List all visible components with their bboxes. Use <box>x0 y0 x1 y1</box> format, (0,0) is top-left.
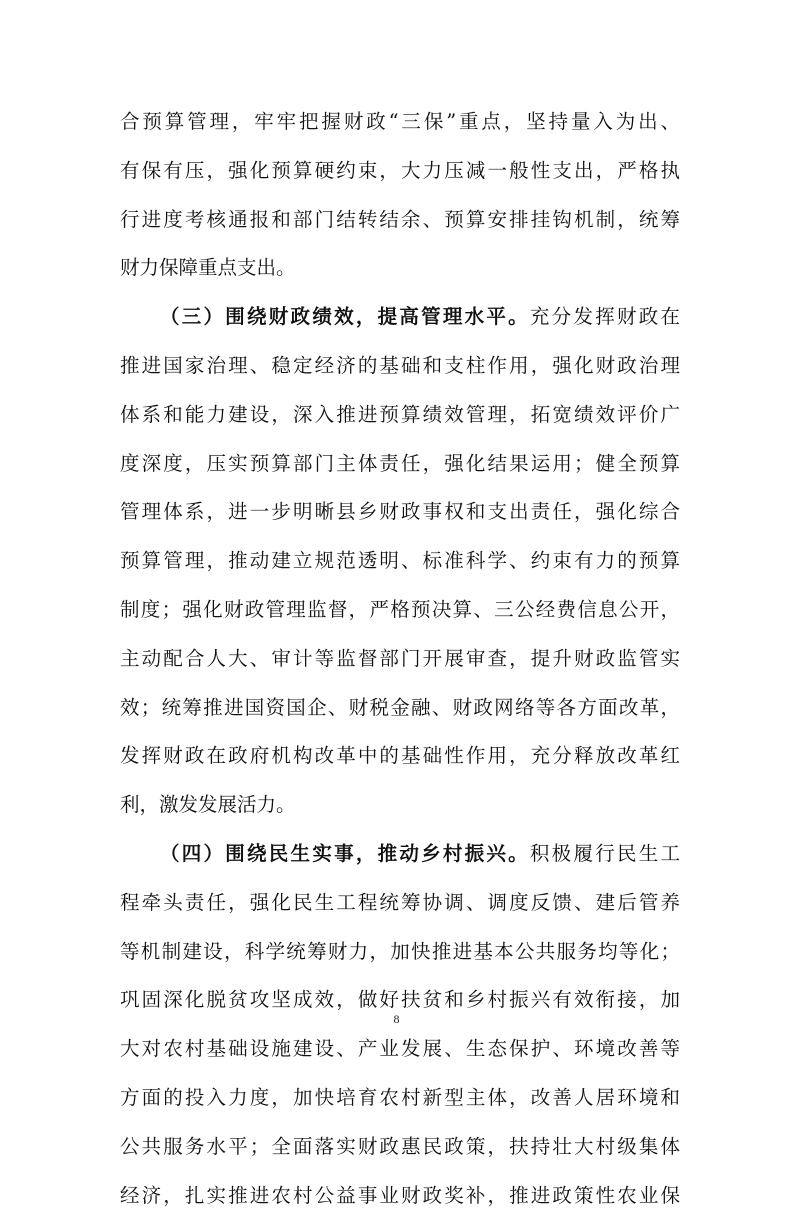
paragraph-a-line-4: 财力保障重点支出。 <box>120 256 296 280</box>
section-3-line-3: 度深度，压实预算部门主体责任，强化结果运用；健全预算 <box>120 451 680 475</box>
section-4-line-2: 等机制建设，科学统筹财力，加快推进基本公共服务均等化； <box>120 939 680 963</box>
section-3-first-line-text: 充分发挥财政在 <box>529 305 680 329</box>
section-4-line-3: 巩固深化脱贫攻坚成效，做好扶贫和乡村振兴有效衔接，加 <box>120 988 680 1012</box>
section-4-first-line <box>120 830 680 879</box>
section-3-line-9: 发挥财政在政府机构改革中的基础性作用，充分释放改革红 <box>120 744 680 768</box>
section-3-line-1: 推进国家治理、稳定经济的基础和支柱作用，强化财政治理 <box>120 353 680 377</box>
section-4-line-1: 程牵头责任，强化民生工程统筹协调、调度反馈、建后管养 <box>120 890 680 914</box>
section-3-line-4: 管理体系，进一步明晰县乡财政事权和支出责任，强化综合 <box>120 500 680 524</box>
section-4-line-4: 大对农村基础设施建设、产业发展、生态保护、环境改善等 <box>120 1037 680 1061</box>
section-3-line-6: 制度；强化财政管理监督，严格预决算、三公经费信息公开， <box>120 597 680 621</box>
section-3-line-7: 主动配合人大、审计等监督部门开展审查，提升财政监管实 <box>120 646 680 670</box>
section-3-first-line <box>120 293 680 342</box>
section-4-first-line-text: 积极履行民生工 <box>529 841 680 865</box>
paragraph-a-line-2: 有保有压，强化预算硬约束，大力压减一般性支出，严格执 <box>120 158 680 182</box>
section-3-line-10: 利，激发发展活力。 <box>120 793 296 817</box>
section-3-line-5: 预算管理，推动建立规范透明、标准科学、约束有力的预算 <box>120 549 680 573</box>
section-3-line-8: 效；统筹推进国资国企、财税金融、财政网络等各方面改革， <box>120 695 680 719</box>
section-4-line-5: 方面的投入力度，加快培育农村新型主体，改善人居环境和 <box>120 1085 680 1109</box>
section-3-line-2: 体系和能力建设，深入推进预算绩效管理，拓宽绩效评价广 <box>120 402 680 426</box>
section-4-line-6: 公共服务水平；全面落实财政惠民政策，扶持壮大村级集体 <box>120 1134 680 1158</box>
section-4-line-7: 经济，扎实推进农村公益事业财政奖补，推进政策性农业保 <box>120 1183 680 1207</box>
paragraph-a-line-1: 合预算管理，牢牢把握财政“三保”重点，坚持量入为出、 <box>120 110 680 133</box>
paragraph-a-line-3: 行进度考核通报和部门结转结余、预算安排挂钩机制，统筹 <box>120 207 680 231</box>
page-number: 8 <box>393 1012 400 1026</box>
section-4-heading: （四）围绕民生实事，推动乡村振兴。 <box>160 841 530 865</box>
section-3-heading: （三）围绕财政绩效，提高管理水平。 <box>160 305 530 329</box>
document-body <box>120 98 680 1220</box>
